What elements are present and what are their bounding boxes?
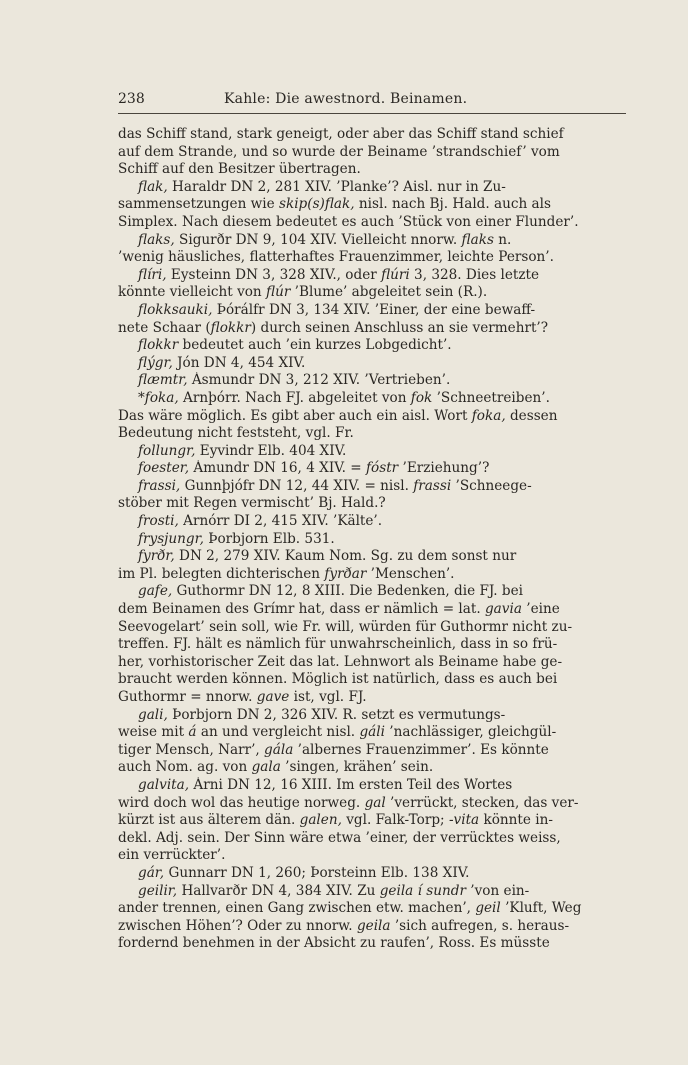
text-segment: ’nachlässiger, gleichgül- [384, 724, 557, 741]
text-line [118, 619, 626, 637]
text-line [118, 847, 626, 865]
text-segment: 3, 328. Dies letzte [409, 266, 540, 283]
text-line [118, 918, 626, 936]
text-segment: n. [493, 231, 512, 248]
text-line [118, 654, 626, 672]
text-segment: ’Erziehung’? [398, 460, 490, 477]
italic-term: flæmtr, [138, 372, 188, 389]
text-segment: Þórálfr DN 3, 134 XIV. ’Einer, der eine bewaff- [212, 301, 536, 318]
text-line [118, 355, 626, 373]
text-line [118, 302, 626, 320]
text-line [118, 601, 626, 619]
text-segment: das Schiff stand, stark geneigt, oder aber das Schiff stand schief [118, 126, 564, 142]
text-segment: vgl. Falk-Torp; [341, 812, 449, 829]
italic-term: geila í sundr [379, 882, 466, 899]
italic-term: flaks, [138, 231, 175, 248]
italic-term: gafe, [138, 583, 173, 600]
text-segment: Eyvindr Elb. 404 XIV. [195, 442, 347, 459]
text-segment: ’verrückt, stecken, das ver- [385, 794, 579, 811]
text-segment: ’wenig häusliches, flatterhaftes Frauenzimmer, leichte Person’. [118, 249, 554, 266]
text-line [118, 372, 626, 390]
text-line [118, 144, 626, 162]
italic-term: flokksauki, [138, 301, 213, 318]
text-line [118, 883, 626, 901]
text-line [118, 865, 626, 883]
italic-term: skip(s)flak, [279, 196, 355, 213]
text-segment: stöber mit Regen vermischt’ Bj. Hald.? [118, 495, 386, 512]
text-line [118, 531, 626, 549]
text-segment: Gunnarr DN 1, 260; Þorsteinn Elb. 138 XIV. [164, 864, 470, 881]
text-segment: ist, vgl. FJ. [289, 689, 367, 705]
text-line [118, 830, 626, 848]
italic-term: galvita, [138, 776, 190, 793]
italic-term: flúri [381, 266, 410, 283]
text-line [118, 320, 626, 338]
text-segment: Arnórr DI 2, 415 XIV. ’Kälte’. [178, 513, 383, 530]
text-segment: fordernd benehmen in der Absicht zu raufen’, Ross. Es müsste [118, 935, 550, 952]
text-line [118, 161, 626, 179]
text-segment: Ámundr DN 16, 4 XIV. = [189, 460, 367, 477]
text-segment: Árni DN 12, 16 XIII. Im ersten Teil des Wortes [189, 776, 513, 793]
text-segment: Simplex. Nach diesem bedeutet es auch ’Stück von einer Flunder’. [118, 213, 579, 230]
italic-term: gála [264, 741, 294, 758]
italic-term: gali, [138, 706, 168, 723]
italic-term: frassi, [138, 477, 181, 494]
text-line [118, 478, 626, 496]
text-segment: Þorbjorn Elb. 531. [203, 530, 335, 547]
text-line [118, 425, 626, 443]
text-line [118, 513, 626, 531]
text-segment: Sigurðr DN 9, 104 XIV. Vielleicht nnorw. [174, 231, 462, 248]
text-segment: DN 2, 279 XIV. Kaum Nom. Sg. zu dem sonst nur [174, 548, 517, 565]
text-segment: Eysteinn DN 3, 328 XIV., oder [166, 266, 382, 283]
text-segment: bedeutet auch ’ein kurzes Lobgedicht’. [178, 337, 452, 354]
text-segment: her, vorhistorischer Zeit das lat. Lehnwort als Beiname habe ge- [118, 653, 563, 670]
italic-term: gala [251, 759, 281, 776]
text-segment: könnte vielleicht von [118, 284, 267, 301]
italic-term: flokkr [210, 319, 251, 336]
text-segment: Gunnþjófr DN 12, 44 XIV. = nisl. [180, 477, 414, 494]
text-segment: Bedeutung nicht feststeht, vgl. Fr. [118, 425, 354, 442]
text-line [118, 777, 626, 795]
text-segment: Hallvarðr DN 4, 384 XIV. Zu [177, 882, 380, 899]
text-line [118, 443, 626, 461]
text-segment: ’Menschen’. [366, 565, 455, 582]
text-segment: Þorbjorn DN 2, 326 XIV. R. setzt es vermutungs- [167, 706, 506, 723]
text-segment: treffen. FJ. hält es nämlich für unwahrscheinlich, dass in so frü- [118, 636, 558, 653]
italic-term: flýgr, [138, 354, 173, 371]
text-line [118, 337, 626, 355]
text-segment: nisl. nach Bj. Hald. auch als [354, 196, 551, 213]
text-segment: dem Beinamen des Grímr hat, dass er nämlich = lat. [118, 601, 485, 618]
italic-term: geila [356, 917, 391, 934]
italic-term: gáli [359, 724, 385, 741]
text-line [118, 548, 626, 566]
text-segment: Seevogelart’ sein soll, wie Fr. will, würden für Guthormr nicht zu- [118, 618, 573, 635]
text-segment: ’sich aufregen, s. heraus- [390, 917, 570, 934]
text-line [118, 214, 626, 232]
text-line [118, 390, 626, 408]
italic-term: galen, [299, 812, 342, 829]
text-segment: an und vergleicht nisl. [196, 724, 360, 741]
italic-term: gave [256, 689, 290, 705]
italic-term: foester, [138, 460, 190, 477]
italic-term: flokkr [138, 337, 179, 354]
text-line [118, 196, 626, 214]
text-segment: Haraldr DN 2, 281 XIV. ’Planke’? Aisl. nur in Zu- [167, 178, 506, 195]
text-line [118, 671, 626, 689]
text-line [118, 935, 626, 953]
text-segment: ’singen, krähen’ sein. [280, 759, 434, 776]
text-line [118, 583, 626, 601]
text-line [118, 408, 626, 426]
text-line [118, 267, 626, 285]
text-segment: weise mit [118, 724, 189, 741]
text-segment: ’Blume’ abgeleitet sein (R.). [290, 284, 488, 301]
text-segment: Ásmundr DN 3, 212 XIV. ’Vertrieben’. [187, 372, 451, 389]
italic-term: *foka, [138, 389, 179, 406]
text-segment: im Pl. belegten dichterischen [118, 565, 325, 582]
italic-term: fok [410, 389, 433, 406]
text-segment: Jón DN 4, 454 XIV. [172, 354, 306, 371]
text-line [118, 566, 626, 584]
text-line [118, 724, 626, 742]
text-segment: ’Schneege- [451, 477, 532, 494]
text-segment: Das wäre möglich. Es gibt aber auch ein aisl. Wort [118, 407, 472, 424]
italic-term: gár, [138, 864, 165, 881]
text-segment: Arnþórr. Nach FJ. abgeleitet von [178, 389, 411, 406]
italic-term: flaks [461, 231, 494, 248]
italic-term: gavia [484, 601, 522, 618]
text-line [118, 179, 626, 197]
italic-term: fóstr [366, 460, 399, 477]
text-segment: dessen [505, 407, 558, 424]
text-line [118, 495, 626, 513]
italic-term: fyrðr, [138, 548, 175, 565]
text-segment: dekl. Adj. sein. Der Sinn wäre etwa ’einer, der verrücktes weiss, [118, 829, 561, 846]
italic-term: flak, [138, 178, 168, 195]
text-segment: sammensetzungen wie [118, 196, 279, 213]
text-line [118, 126, 626, 144]
text-segment: könnte in- [479, 812, 553, 829]
italic-term: gal [364, 794, 386, 811]
text-line [118, 232, 626, 250]
text-segment: ’albernes Frauenzimmer’. Es könnte [293, 741, 549, 758]
text-line [118, 812, 626, 830]
text-segment: wird doch wol das heutige norweg. [118, 794, 365, 811]
text-segment: tiger Mensch, Narr’, [118, 741, 265, 758]
italic-term: frassi [413, 477, 452, 494]
text-segment: ’eine [521, 601, 560, 618]
italic-term: frysjungr, [138, 530, 204, 547]
text-line [118, 795, 626, 813]
text-segment: kürzt ist aus älterem dän. [118, 812, 300, 829]
italic-term: geilir, [138, 882, 178, 899]
text-segment: ) durch seinen Anschluss an sie vermehrt’? [250, 319, 549, 336]
text-segment: ’Schneetreiben’. [432, 389, 550, 406]
italic-term: flúr [266, 284, 291, 301]
italic-term: á [188, 724, 197, 741]
text-segment: zwischen Höhen’? Oder zu nnorw. [118, 917, 357, 934]
italic-term: fyrðar [324, 565, 367, 582]
text-body [118, 126, 626, 953]
running-title: Kahle: Die awestnord. Beinamen. [224, 91, 468, 107]
text-line [118, 707, 626, 725]
header-rule [118, 113, 626, 114]
text-line [118, 249, 626, 267]
text-segment: ’Kluft, Weg [500, 900, 582, 917]
page-number: 238 [118, 91, 145, 107]
text-segment: Guthormr = nnorw. [118, 689, 257, 705]
text-segment: auf dem Strande, und so wurde der Beiname ’strandschief’ vom [118, 143, 560, 160]
text-line [118, 742, 626, 760]
text-line [118, 689, 626, 707]
page-header [118, 91, 626, 111]
text-segment: ein verrückter’. [118, 847, 226, 864]
text-segment: nete Schaar ( [118, 319, 211, 336]
text-segment: Guthormr DN 12, 8 XIII. Die Bedenken, die FJ. bei [172, 583, 524, 600]
text-segment: ’von ein- [465, 882, 530, 899]
text-segment: auch Nom. ag. von [118, 759, 252, 776]
italic-term: frosti, [138, 513, 179, 530]
text-segment: Schiff auf den Besitzer übertragen. [118, 161, 361, 178]
italic-term: follungr, [138, 442, 196, 459]
italic-term: flíri, [138, 266, 167, 283]
text-segment: braucht werden können. Möglich ist natürlich, dass es auch bei [118, 671, 558, 688]
text-line [118, 636, 626, 654]
italic-term: -vita [448, 812, 480, 829]
text-line [118, 900, 626, 918]
italic-term: geil [475, 900, 501, 917]
text-line [118, 460, 626, 478]
italic-term: foka, [471, 407, 506, 424]
text-line [118, 759, 626, 777]
text-line [118, 284, 626, 302]
text-segment: ander trennen, einen Gang zwischen etw. machen’, [118, 900, 476, 917]
